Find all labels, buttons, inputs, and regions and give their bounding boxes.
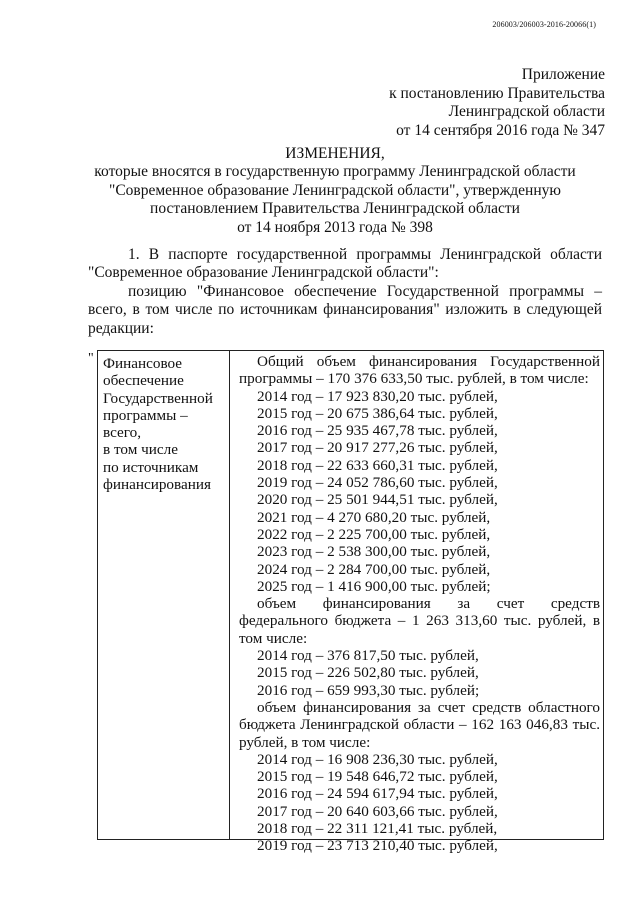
- label-line: Государственной: [103, 389, 213, 407]
- body-text: [88, 246, 602, 338]
- title-line: от 14 ноября 2013 года № 398: [237, 218, 433, 236]
- regional-year-row: 2017 год – 20 640 603,66 тыс. рублей,: [257, 802, 498, 820]
- federal-year-row: 2016 год – 659 993,30 тыс. рублей;: [257, 681, 480, 699]
- federal-intro: объем финансирования за счет средств федерального бюджета – 1 263 313,60 тыс. рублей, в том числе:: [239, 595, 600, 647]
- label-line: Финансовое: [103, 355, 183, 372]
- total-year-row: 2020 год – 25 501 944,51 тыс. рублей,: [257, 491, 498, 509]
- regional-intro: объем финансирования за счет средств областного бюджета Ленинградской области – 162 163 046,83 тыс. рублей, в том числе:: [239, 698, 600, 751]
- appendix-line: Приложение: [521, 66, 605, 83]
- total-year-row: 2022 год – 2 225 700,00 тыс. рублей,: [257, 525, 491, 543]
- label-line: финансирования: [103, 476, 211, 494]
- total-year-row: 2025 год – 1 416 900,00 тыс. рублей;: [257, 577, 491, 595]
- opening-quote-mark: ": [88, 351, 94, 366]
- federal-year-row: 2015 год – 226 502,80 тыс. рублей,: [257, 664, 479, 682]
- total-intro: Общий объем финансирования Государственной: [257, 353, 600, 370]
- label-line: в том числе: [103, 441, 178, 459]
- federal-year-row: 2014 год – 376 817,50 тыс. рублей,: [257, 647, 479, 665]
- total-year-row: 2017 год – 20 917 277,26 тыс. рублей,: [257, 439, 498, 457]
- total-year-row: 2023 год – 2 538 300,00 тыс. рублей,: [257, 543, 491, 561]
- label-cell: [103, 355, 223, 493]
- financing-table: [97, 350, 604, 855]
- regional-year-row: 2016 год – 24 594 617,94 тыс. рублей,: [257, 785, 498, 803]
- total-line: программы – 170 376 633,50 тыс. рублей, в том числе:: [239, 370, 589, 388]
- total-year-row: 2015 год – 20 675 386,64 тыс. рублей,: [257, 404, 498, 422]
- value-cell: [239, 353, 600, 855]
- total-year-row: 2024 год – 2 284 700,00 тыс. рублей,: [257, 560, 491, 578]
- total-year-row: 2021 год – 4 270 680,20 тыс. рублей,: [257, 508, 491, 526]
- title-heading: ИЗМЕНЕНИЯ,: [285, 145, 385, 162]
- appendix-line: Ленинградской области: [448, 103, 605, 121]
- paragraph-1: 1. В паспорте государственной программы Ленинградской области "Современное образование Ленинградской области":: [88, 246, 602, 282]
- regional-year-row: 2015 год – 19 548 646,72 тыс. рублей,: [257, 768, 498, 786]
- label-line: по источникам: [103, 458, 199, 476]
- title-line: "Современное образование Ленинградской области", утвержденную: [109, 181, 561, 199]
- title-line: которые вносятся в государственную программу Ленинградской области: [94, 163, 576, 181]
- regional-year-row: 2018 год – 22 311 121,41 тыс. рублей,: [257, 820, 498, 838]
- total-year-row: 2014 год – 17 923 830,20 тыс. рублей,: [257, 387, 498, 405]
- appendix-date-line: от 14 сентября 2016 года № 347: [396, 121, 605, 139]
- regional-year-row: 2019 год – 23 713 210,40 тыс. рублей,: [257, 837, 498, 855]
- label-line: всего,: [103, 424, 141, 442]
- label-line: программы –: [103, 406, 188, 424]
- document-id: 206003/206003-2016-20066(1): [492, 20, 596, 29]
- regional-year-row: 2014 год – 16 908 236,30 тыс. рублей,: [257, 750, 498, 768]
- label-line: обеспечение: [103, 372, 184, 390]
- total-year-row: 2016 год – 25 935 467,78 тыс. рублей,: [257, 422, 498, 440]
- total-year-row: 2018 год – 22 633 660,31 тыс. рублей,: [257, 456, 498, 474]
- total-year-row: 2019 год – 24 052 786,60 тыс. рублей,: [257, 474, 498, 492]
- appendix-block: [360, 66, 605, 140]
- appendix-line: к постановлению Правительства: [389, 84, 605, 102]
- column-divider: [229, 351, 230, 839]
- document-title: [88, 145, 582, 237]
- paragraph-2: позицию "Финансовое обеспечение Государственной программы – всего, в том числе по источникам финансирования" изложить в следующей редакции:: [88, 282, 602, 337]
- title-line: постановлением Правительства Ленинградской области: [150, 200, 520, 218]
